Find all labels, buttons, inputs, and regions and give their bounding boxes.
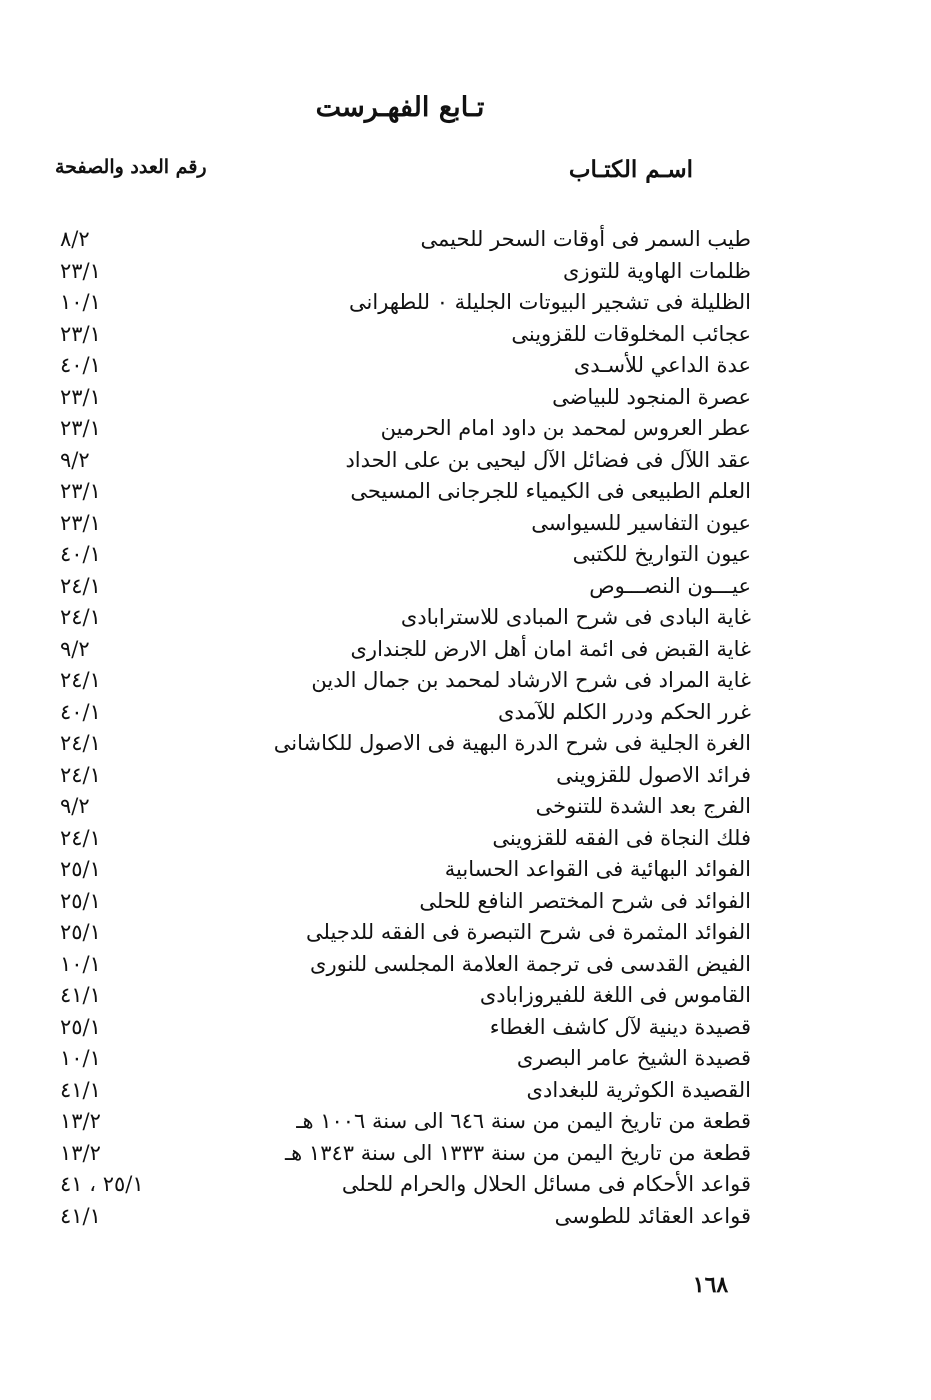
index-entry-row <box>0 445 931 477</box>
index-entry-row <box>0 1043 931 1075</box>
issue-page-ref: ٢٤/١ <box>60 573 101 598</box>
index-entry-row <box>0 980 931 1012</box>
book-name: العلم الطبيعى فى الكيمياء للجرجانى المسيحى <box>350 479 751 503</box>
book-name: قطعة من تاريخ اليمن من سنة ١٣٣٣ الى سنة ١٣٤٣ هـ <box>285 1140 751 1165</box>
issue-page-ref: ٢٤/١ <box>60 668 101 692</box>
issue-page-ref: ٢٣/١ <box>60 416 101 440</box>
index-entry-row <box>0 602 931 634</box>
index-entry-row <box>0 319 931 351</box>
book-name: القصيدة الكوثرية للبغدادى <box>526 1077 751 1102</box>
index-entry-row <box>0 224 931 256</box>
issue-page-ref: ٩/٢ <box>60 794 90 818</box>
issue-page-ref: ١٠/١ <box>60 951 101 976</box>
index-entry-row <box>0 634 931 666</box>
book-name: قصيدة الشيخ عامر البصرى <box>516 1046 751 1070</box>
book-name: عطر العروس لمحمد بن داود امام الحرمين <box>380 416 751 440</box>
issue-page-ref: ٢٥/١ <box>60 888 101 913</box>
issue-page-ref: ٤١/١ <box>60 1077 101 1102</box>
index-entry-row <box>0 823 931 855</box>
issue-page-ref: ١٣/٢ <box>60 1109 101 1133</box>
index-entry-row <box>0 854 931 886</box>
issue-page-ref: ٤١/١ <box>60 983 101 1007</box>
issue-page-ref: ٢٣/١ <box>60 258 101 283</box>
issue-page-ref: ٩/٢ <box>60 636 90 661</box>
index-entry-row <box>0 728 931 760</box>
index-entry-row <box>0 760 931 792</box>
issue-page-ref: ٢٥/١ <box>60 920 101 944</box>
issue-page-ref: ٢٤/١ <box>60 762 101 787</box>
issue-page-ref: ٢٥/١ ، ٤١ <box>60 1172 144 1196</box>
book-name: ظلمات الهاوية للتوزى <box>563 258 751 283</box>
book-name: قصيدة دينية لآل كاشف الغطاء <box>489 1014 751 1039</box>
issue-page-ref: ١٠/١ <box>60 290 101 314</box>
issue-page-ref: ٤٠/١ <box>60 353 101 377</box>
index-entry-row <box>0 382 931 414</box>
issue-page-ref: ٢٤/١ <box>60 605 101 629</box>
issue-page-ref: ٤٠/١ <box>60 699 101 724</box>
book-name: الفوائد البهائية فى القواعد الحسابية <box>444 857 751 881</box>
issue-page-ref: ٢٣/١ <box>60 479 101 503</box>
index-entry-row <box>0 1106 931 1138</box>
book-name: فرائد الاصول للقزوينى <box>556 762 751 787</box>
book-name: غاية المراد فى شرح الارشاد لمحمد بن جمال الدين <box>311 668 751 692</box>
book-name: فلك النجاة فى الفقه للقزوينى <box>492 825 751 850</box>
book-name: القاموس فى اللغة للفيروزابادى <box>479 983 751 1007</box>
page-number-text: ١٦٨ <box>692 1272 729 1298</box>
book-name: عجائب المخلوقات للقزوينى <box>511 321 751 346</box>
index-entry-row <box>0 1138 931 1170</box>
issue-page-ref: ١٣/٢ <box>60 1140 101 1165</box>
book-name: قواعد الأحكام فى مسائل الحلال والحرام للحلى <box>341 1172 751 1196</box>
index-entry-row <box>0 350 931 382</box>
book-name: غاية القبض فى ائمة امان أهل الارض للجندارى <box>350 636 751 661</box>
book-name: الغرة الجلية فى شرح الدرة البهية فى الاصول للكاشانى <box>273 731 751 755</box>
book-name: الفيض القدسى فى ترجمة العلامة المجلسى للنورى <box>310 951 751 976</box>
column-header-issue-page: رقم العدد والصفحة <box>55 156 207 178</box>
issue-page-ref: ٨/٢ <box>60 227 90 251</box>
book-name: الفوائد فى شرح المختصر النافع للحلى <box>419 888 751 913</box>
issue-page-ref: ١٠/١ <box>60 1046 101 1070</box>
index-entry-row <box>0 508 931 540</box>
issue-page-ref: ٢٥/١ <box>60 857 101 881</box>
book-name: الظليلة فى تشجير البيوتات الجليلة ٠ للطهرانى <box>349 290 751 314</box>
book-name: غرر الحكم ودرر الكلم للآمدى <box>498 699 751 724</box>
book-name: عصرة المنجود للبياضى <box>552 384 751 409</box>
issue-page-ref: ٢٣/١ <box>60 384 101 409</box>
book-name: الفوائد المثمرة فى شرح التبصرة فى الفقه للدجيلى <box>306 920 751 944</box>
column-header-book-name: اسـم الكتـاب <box>568 156 693 183</box>
index-entry-row <box>0 413 931 445</box>
index-entry-row <box>0 1201 931 1233</box>
index-list <box>0 224 931 1232</box>
index-entry-row <box>0 1169 931 1201</box>
issue-page-ref: ٢٥/١ <box>60 1014 101 1039</box>
issue-page-ref: ٤٠/١ <box>60 542 101 566</box>
issue-page-ref: ٢٤/١ <box>60 731 101 755</box>
index-entry-row <box>0 1012 931 1044</box>
index-entry-row <box>0 1075 931 1107</box>
book-name: الفرج بعد الشدة للتنوخى <box>535 794 751 818</box>
index-entry-row <box>0 476 931 508</box>
index-entry-row <box>0 665 931 697</box>
page-number <box>0 1272 931 1298</box>
index-entry-row <box>0 256 931 288</box>
index-entry-row <box>0 917 931 949</box>
index-entry-row <box>0 697 931 729</box>
book-name: طيب السمر فى أوقات السحر للحيمى <box>420 227 751 251</box>
index-entry-row <box>0 791 931 823</box>
book-name: عقد اللآل فى فضائل الآل ليحيى بن على الحداد <box>345 447 751 472</box>
index-entry-row <box>0 287 931 319</box>
book-name: قواعد العقائد للطوسى <box>554 1203 751 1228</box>
book-name: عيون التواريخ للكتبى <box>572 542 751 566</box>
index-entry-row <box>0 886 931 918</box>
book-name: عدة الداعي للأسـدى <box>573 353 751 377</box>
page-title: تـابع الفهـرست <box>315 92 485 123</box>
book-name: عيون التفاسير للسيواسى <box>531 510 751 535</box>
issue-page-ref: ٢٣/١ <box>60 510 101 535</box>
index-entry-row <box>0 571 931 603</box>
book-name: قطعة من تاريخ اليمن من سنة ٦٤٦ الى سنة ١٠٠٦ هـ <box>296 1109 751 1133</box>
book-name: غاية البادى فى شرح المبادى للاسترابادى <box>400 605 751 629</box>
book-name: عيـــون النصـــوص <box>589 573 751 598</box>
issue-page-ref: ٤١/١ <box>60 1203 101 1228</box>
index-entry-row <box>0 949 931 981</box>
issue-page-ref: ٢٣/١ <box>60 321 101 346</box>
issue-page-ref: ٢٤/١ <box>60 825 101 850</box>
index-entry-row <box>0 539 931 571</box>
issue-page-ref: ٩/٢ <box>60 447 90 472</box>
